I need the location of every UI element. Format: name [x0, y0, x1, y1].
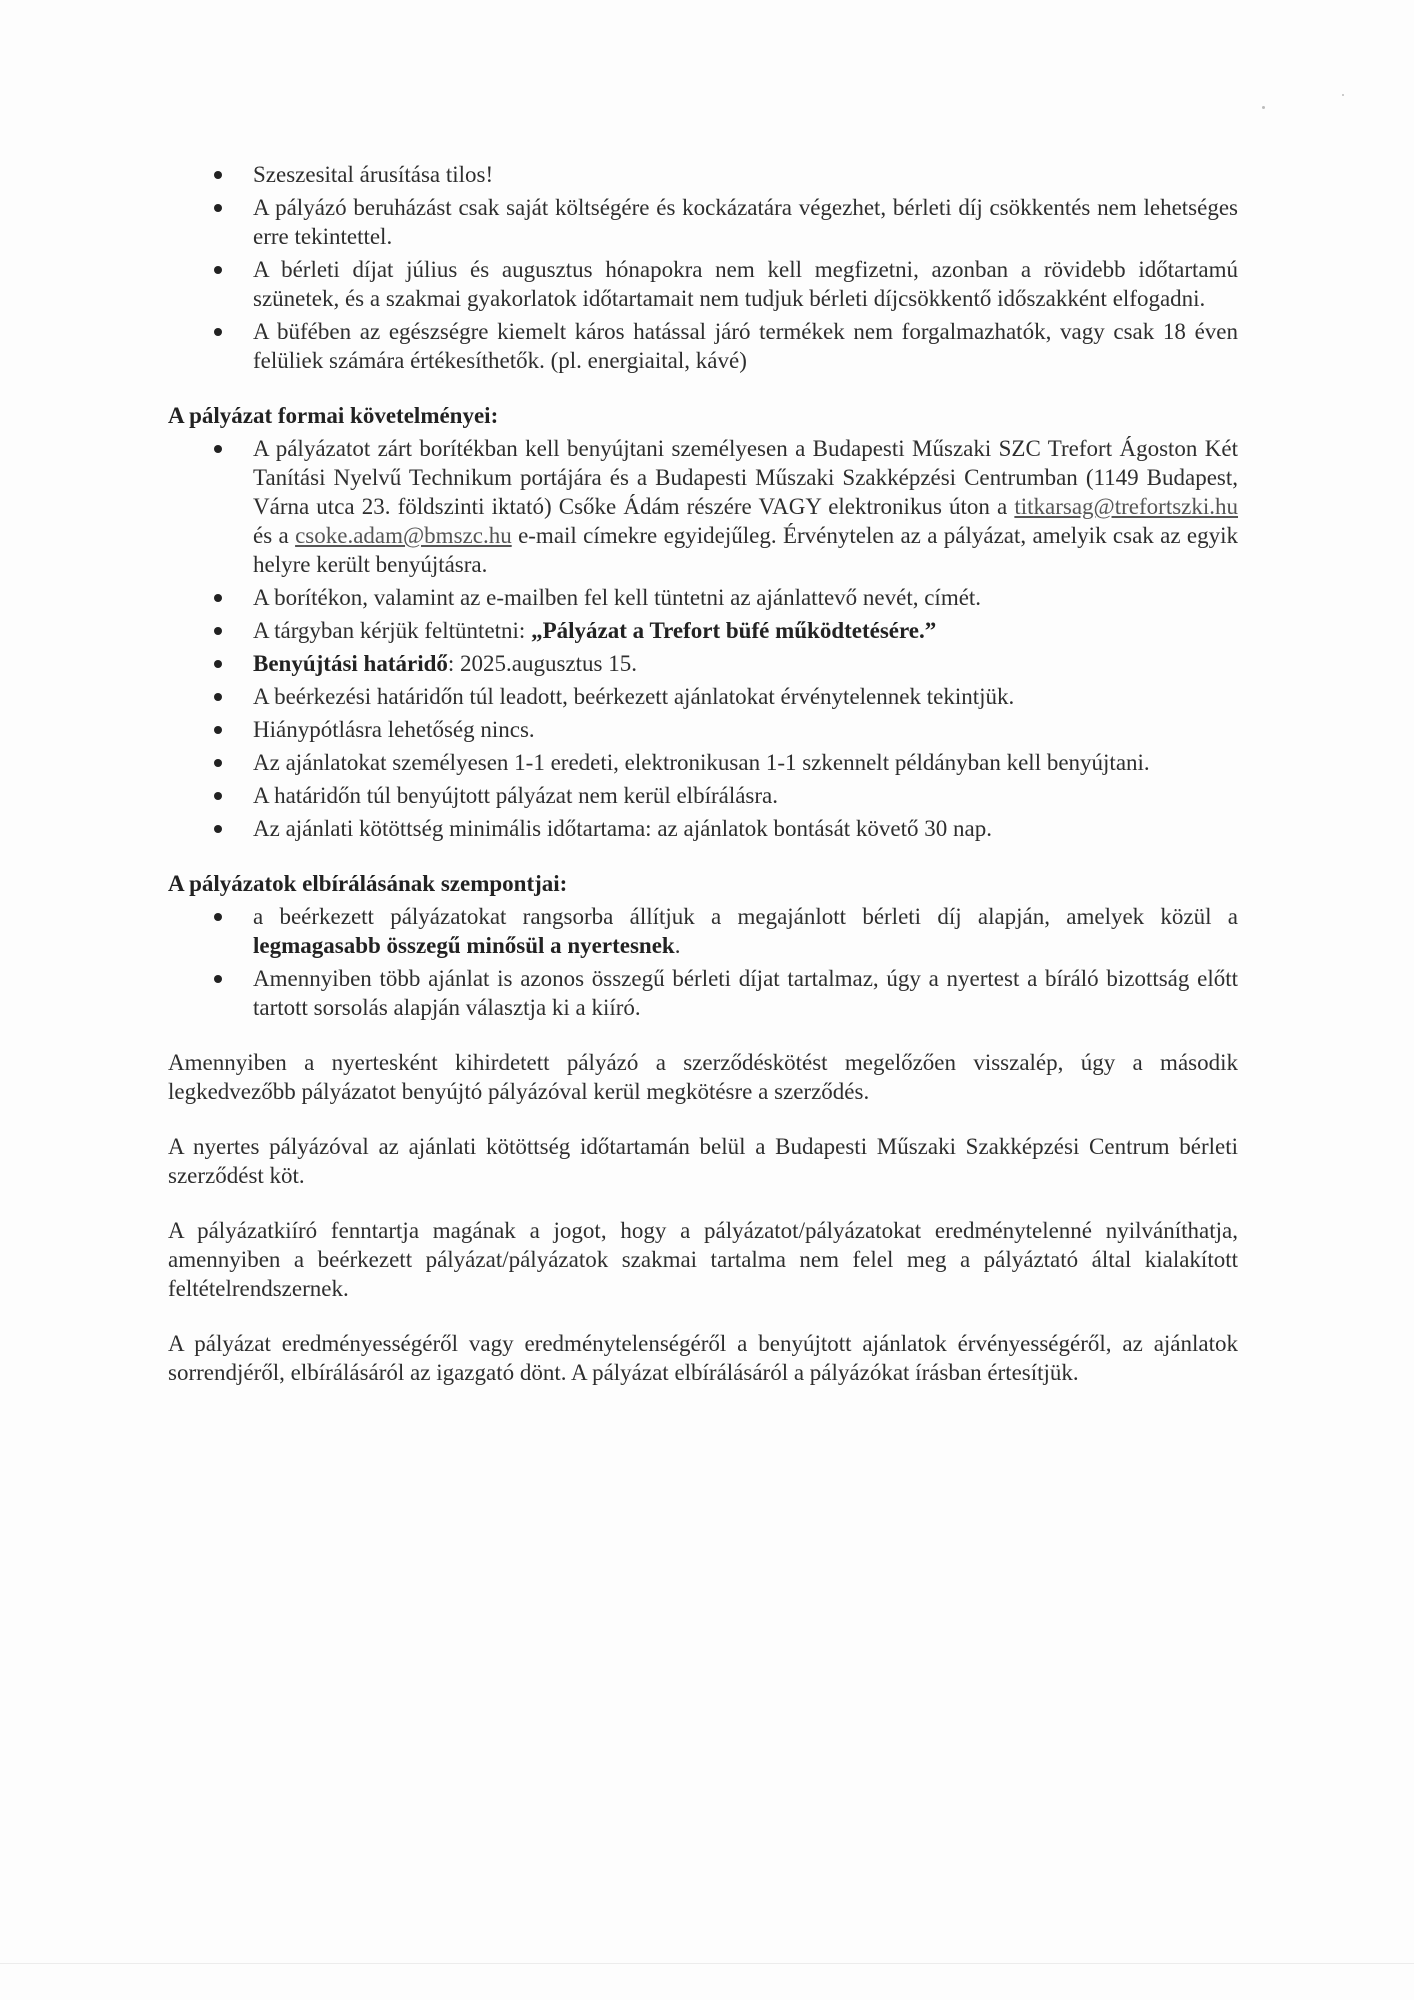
- bullet-icon: [214, 171, 222, 179]
- list-item: A borítékon, valamint az e-mailben fel kell tüntetni az ajánlattevő nevét, címét.: [168, 583, 1238, 612]
- list-item: Amennyiben több ajánlat is azonos összegű bérleti díjat tartalmaz, úgy a nyertest a bíráló bizottság előtt tartott sorsolás alapján választja ki a kiíró.: [168, 964, 1238, 1022]
- paragraph-contract: A nyertes pályázóval az ajánlati kötöttség időtartamán belül a Budapesti Műszaki Szakképzési Centrum bérleti szerződést köt.: [168, 1134, 1238, 1188]
- email-link-titkarsag[interactable]: titkarsag@trefortszki.hu: [1014, 494, 1239, 519]
- bullet-icon: [214, 660, 222, 668]
- bullet-icon: [214, 913, 222, 921]
- list-item: Az ajánlati kötöttség minimális időtartama: az ajánlatok bontását követő 30 nap.: [168, 814, 1238, 843]
- list-item: Az ajánlatokat személyesen 1-1 eredeti, elektronikusan 1-1 szkennelt példányban kell benyújtani.: [168, 748, 1238, 777]
- list-item: A határidőn túl benyújtott pályázat nem kerül elbírálásra.: [168, 781, 1238, 810]
- bullet-icon: [214, 792, 222, 800]
- bullet-icon: [214, 693, 222, 701]
- list-item: A pályázó beruházást csak saját költségére és kockázatára végezhet, bérleti díj csökkentés nem lehetséges erre tekintettel.: [168, 193, 1238, 251]
- bullet-icon: [214, 328, 222, 336]
- bullet-icon: [214, 204, 222, 212]
- list-item: a beérkezett pályázatokat rangsorba állítjuk a megajánlott bérleti díj alapján, amelyek közül a legmagasabb összegű minősül a nyertesnek.: [168, 902, 1238, 960]
- document-body: [168, 160, 1238, 1387]
- evaluation-criteria-heading: A pályázatok elbírálásának szempontjai:: [168, 871, 568, 896]
- winner-criterion: legmagasabb összegű minősül a nyertesnek: [253, 933, 675, 958]
- list-item: A bérleti díjat július és augusztus hónapokra nem kell megfizetni, azonban a rövidebb időtartamú szünetek, és a szakmai gyakorlatok időtartamait nem tudjuk bérleti díjcsökkentő időszakként elfogadni.: [168, 255, 1238, 313]
- bullet-icon: [214, 445, 222, 453]
- list-item: [168, 649, 1238, 678]
- submission-text: A pályázatot zárt borítékban kell benyújtani személyesen a Budapesti Műszaki SZC Trefort Ágoston Két Tanítási Nyelvű Technikum portájára és a Budapesti Műszaki Szakképzési Centrumban (1149 Budapest, Várna utca 23. földszinti iktató) Csőke Ádám részére VAGY elektronikus úton a: [253, 436, 1238, 519]
- bullet-icon: [214, 726, 222, 734]
- formal-requirements-heading: A pályázat formai követelményei:: [168, 403, 499, 428]
- list-item: A büfében az egészségre kiemelt káros hatással járó termékek nem forgalmazhatók, vagy csak 18 éven felüliek számára értékesíthetők. (pl. energiaital, kávé): [168, 317, 1238, 375]
- bullet-icon: [214, 975, 222, 983]
- bullet-icon: [214, 627, 222, 635]
- deadline-value: : 2025.augusztus 15.: [447, 651, 637, 676]
- bullet-icon: [214, 825, 222, 833]
- bullet-icon: [214, 266, 222, 274]
- formal-requirements-list: [168, 434, 1238, 843]
- deadline-label: Benyújtási határidő: [253, 651, 448, 676]
- subject-line: „Pályázat a Trefort büfé működtetésére.”: [531, 618, 937, 643]
- list-item: A pályázatot zárt borítékban kell benyújtani személyesen a Budapesti Műszaki SZC Trefort Ágoston Két Tanítási Nyelvű Technikum portájára és a Budapesti Műszaki Szakképzési Centrumban (1149 Budapest, Várna utca 23. földszinti iktató) Csőke Ádám részére VAGY elektronikus úton a titkarsag@trefortszki.hu és a csoke.adam@bmszc.hu e-mail címekre egyidejűleg. Érvénytelen az a pályázat, amelyik csak az egyik helyre került benyújtásra.: [168, 434, 1238, 579]
- email-link-csoke[interactable]: csoke.adam@bmszc.hu: [295, 523, 512, 548]
- paragraph-decision: A pályázat eredményességéről vagy eredménytelenségéről a benyújtott ajánlatok érvényességéről, az ajánlatok sorrendjéről, elbírálásáról az igazgató dönt. A pályázat elbírálásáról a pályázókat írásban értesítjük.: [168, 1331, 1238, 1385]
- list-item: Szeszesital árusítása tilos!: [168, 160, 1238, 189]
- list-item: Hiánypótlásra lehetőség nincs.: [168, 715, 1238, 744]
- scan-speck: [1342, 94, 1344, 96]
- list-item: A beérkezési határidőn túl leadott, beérkezett ajánlatokat érvénytelennek tekintjük.: [168, 682, 1238, 711]
- scan-bottom-edge: [0, 1963, 1414, 1964]
- paragraph-rights: A pályázatkiíró fenntartja magának a jogot, hogy a pályázatot/pályázatokat eredménytelenné nyilváníthatja, amennyiben a beérkezett pályázat/pályázatok szakmai tartalma nem felel meg a pályáztató által kialakított feltételrendszernek.: [168, 1218, 1238, 1301]
- paragraph-withdrawal: Amennyiben a nyertesként kihirdetett pályázó a szerződéskötést megelőzően visszalép, úgy a második legkedvezőbb pályázatot benyújtó pályázóval kerül megkötésre a szerződés.: [168, 1050, 1238, 1104]
- top-bullet-list: [168, 160, 1238, 375]
- scan-speck: [1262, 106, 1265, 109]
- bullet-icon: [214, 759, 222, 767]
- evaluation-criteria-list: [168, 902, 1238, 1022]
- list-item: A tárgyban kérjük feltüntetni: „Pályázat a Trefort büfé működtetésére.”: [168, 616, 1238, 645]
- bullet-icon: [214, 594, 222, 602]
